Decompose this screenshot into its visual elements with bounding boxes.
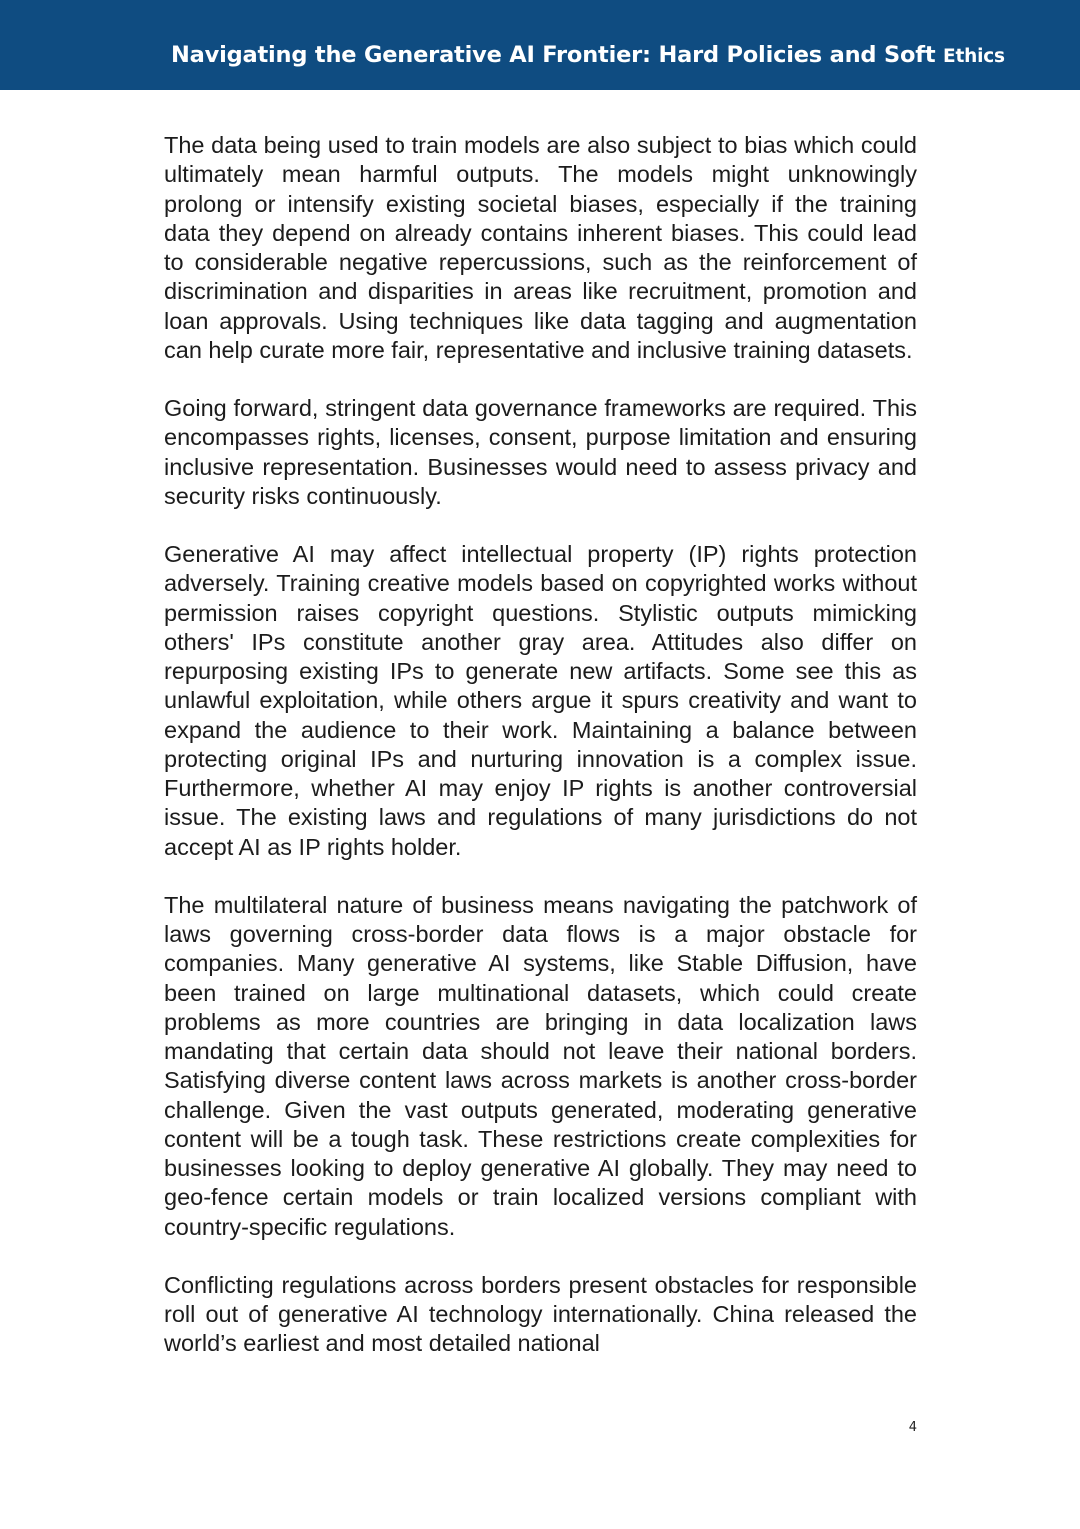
document-title-end: Ethics xyxy=(943,46,1005,67)
document-title-main: Navigating the Generative AI Frontier: Hard Policies and Soft xyxy=(171,42,936,68)
document-title xyxy=(171,40,1005,72)
paragraph-conflicting-regulations: Conflicting regulations across borders present obstacles for responsible roll out of generative AI technology internationally. China released the world’s earliest and most detailed national xyxy=(164,1271,917,1357)
header-bar xyxy=(0,0,1080,90)
paragraph-ip-rights: Generative AI may affect intellectual property (IP) rights protection adversely. Training creative models based on copyrighted works without permission raises copyright questions. Stylistic outputs mimicking others' IPs constitute another gray area. Attitudes also differ on repurposing existing IPs to generate new artifacts. Some see this as unlawful exploitation, while others argue it spurs creativity and want to expand the audience to their work. Maintaining a balance between protecting original IPs and nurturing innovation is a complex issue. Furthermore, whether AI may enjoy IP rights is another controversial issue. The existing laws and regulations of many jurisdictions do not accept AI as IP rights holder. xyxy=(164,541,917,860)
paragraph-bias: The data being used to train models are also subject to bias which could ultimately mean harmful outputs. The models might unknowingly prolong or intensify existing societal biases, especially if the training data they depend on already contains inherent biases. This could lead to considerable negative repercussions, such as the reinforcement of discrimination and disparities in areas like recruitment, promotion and loan approvals. Using techniques like data tagging and augmentation can help curate more fair, representative and inclusive training datasets. xyxy=(164,132,917,363)
paragraph-cross-border: The multilateral nature of business means navigating the patchwork of laws governing cross-border data flows is a major obstacle for companies. Many generative AI systems, like Stable Diffusion, have been trained on large multinational datasets, which could create problems as more countries are bringing in data localization laws mandating that certain data should not leave their national borders. Satisfying diverse content laws across markets is another cross-border challenge. Given the vast outputs generated, moderating generative content will be a tough task. These restrictions create complexities for businesses looking to deploy generative AI globally. They may need to geo-fence certain models or train localized versions compliant with country-specific regulations. xyxy=(164,891,917,1240)
body-text xyxy=(164,131,917,1388)
page-number: 4 xyxy=(908,1420,917,1435)
paragraph-data-governance: Going forward, stringent data governance frameworks are required. This encompasses rights, licenses, consent, purpose limitation and ensuring inclusive representation. Businesses would need to assess privacy and security risks continuously. xyxy=(164,395,917,509)
